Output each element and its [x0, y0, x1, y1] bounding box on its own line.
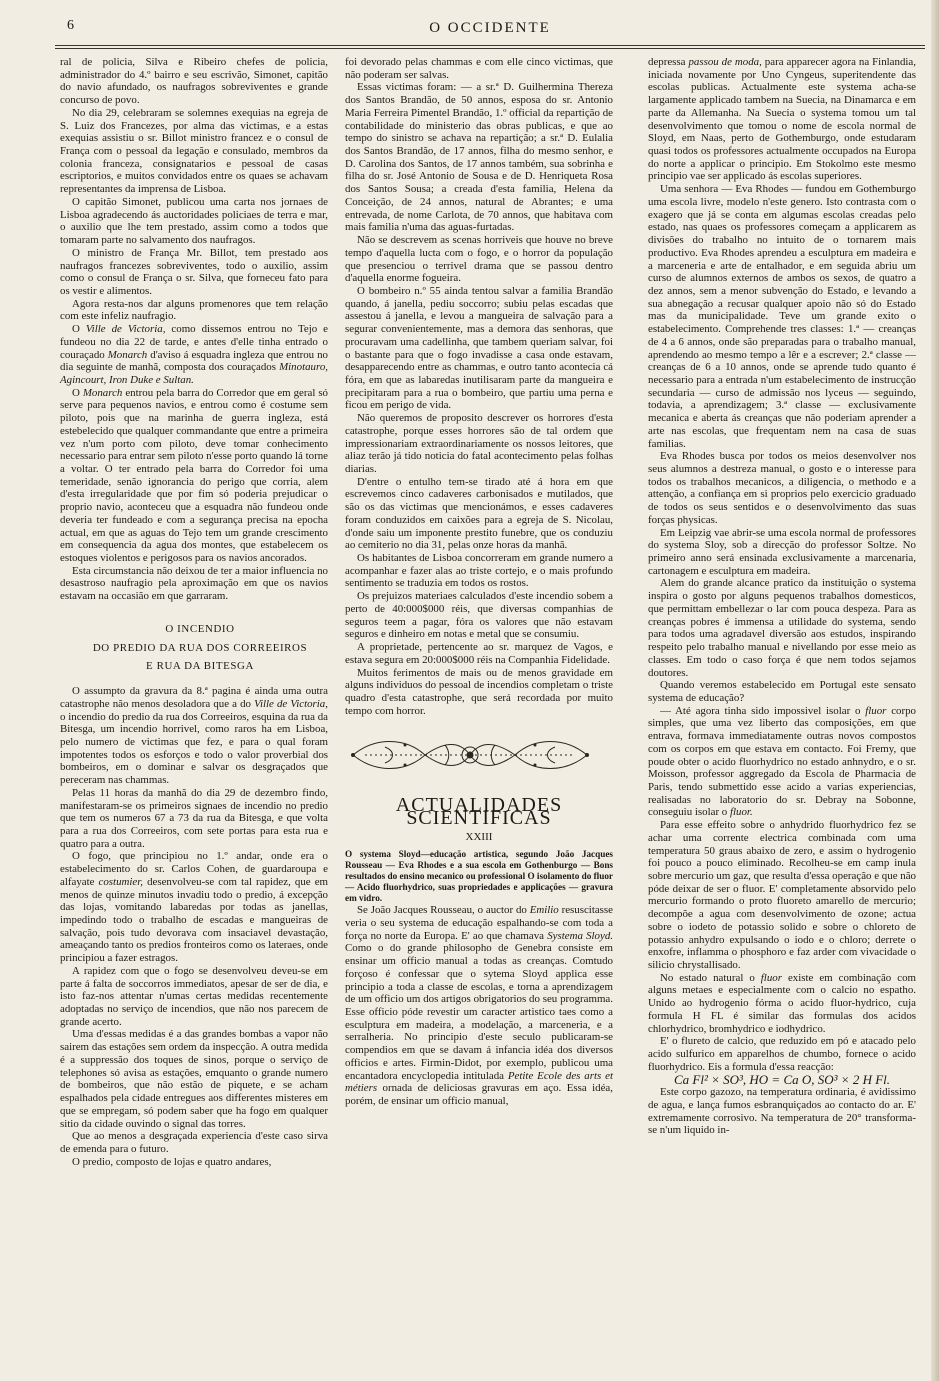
paragraph: Muitos ferimentos de mais ou de menos gravidade em alguns individuos do pessoal de incendios completam o triste quadro d'esta catastrophe, que será recordada por muito tempo com horror.: [345, 666, 613, 717]
paragraph: — Até agora tinha sido impossivel isolar o fluor corpo simples, que uma vez liberto das composições, em que entrava, formava immediatamente outras novos compostos com os corpos em que estava em contacto. Foi Fremy, que poude obter o acido fluorhydrico no estado anhnydro, e o sr. Moisson, professor aggregado da Escola de Pharmacia de Paris, tendo submettido esse acido a varias experiencias, realisadas no laboratorio do sr. Debray na Sobonne, conseguiu isolar o fluor.: [648, 704, 916, 819]
page-number: 6: [67, 18, 74, 33]
column-2: [345, 56, 613, 1108]
paragraph: Eva Rhodes busca por todos os meios desenvolver nos seus alumnos a destreza manual, o gosto e o interesse para todos os trabalhos mecanicos, a diligencia, o methodo e a attenção, a confiança em si proprios pelo exercicio graduado de todos os seus sentidos e o desenvolvimento das suas forças physicas.: [648, 450, 916, 526]
paragraph: Esta circumstancia não deixou de ter a maior influencia no desastroso naufragio pela aproximação em que os navios estavam na occasião em que garraram.: [60, 564, 328, 603]
paragraph: Para esse effeito sobre o anhydrido fluorhydrico fez se achar uma corrente electrica combinada com uma temperatura 50 graus abaixo de zero, e assim o hydrogenio foi pouco a pouco eliminado. Recolheu-se em camp inula sobre mercurio um gaz, que resulta d'essa operação e que não póde deixar de ser o fluor. E' completamente absorvido pelo mercurio formando o proto fluoreto amarello de mercurio; decompõe a agua com desenvolvimento de ozone; actua sobre o iodeto de potassio solido e sobre o chloreto de potassio anhydro expulsando o iodo e o chloro; derrete o enxofre, inflamma o phosphoro e faz arder com vivacidade o silicio chrystallisado.: [648, 819, 916, 972]
paragraph: Não se descrevem as scenas horriveis que houve no breve tempo d'aquella lucta com o fogo, e o horror da população que presenciou o terrivel drama que se passou dentro d'aquella enorme fogueira.: [345, 234, 613, 285]
paragraph: Essas victimas foram: — a sr.ª D. Guilhermina Thereza dos Santos Brandão, de 50 annos, esposa do sr. Antonio Maria Ferreira Pimentel Brandão, 1.º official da repartição de contabilidade do ministerio das obras publicas, e que ao tempo do sinistro se achava na repartição; a sr.ª D. Eulalia dos Santos Brandão, de 17 annos, filha do mesmo senhor, e D. Carolina dos Santos, de 17 annos também, sua sobrinha e filha do sr. José Antonio de Sousa e de D. Henriqueta Rosa dos Santos Sousa; a creada d'esta familia, Helena da Conceição, de 24 annos, natural de Abrantes; e uma entrevada, de nome Carlota, de 70 annos, que habitava com mais familia n'uma das aguas-furtadas.: [345, 81, 613, 234]
paragraph: Os prejuizos materiaes calculados d'este incendio sobem a perto de 40:000$000 réis, que diversas companhias de seguros teem a pagar, fóra os valores que não estavam seguros e dinheiro em notas e metal que se consumiu.: [345, 590, 613, 641]
paragraph: Pelas 11 horas da manhã do dia 29 de dezembro findo, manifestaram-se os primeiros signaes de incendio no predio que tem os numeros 67 a 73 da rua da Bitesga, e que volta para a rua dos Correeiros, com sete portas para esta rua e quatro para a outra.: [60, 786, 328, 850]
paragraph: Quando veremos estabelecido em Portugal este sensato systema de educação?: [648, 679, 916, 704]
header-rule: [55, 45, 925, 46]
paragraph: Este corpo gazozo, na temperatura ordinaria, é avidissimo de agua, e lança fumos esbranquiçados ao contacto do ar. E' extremamente corrosivo. Na temperatura de 20° transforma-se n'um liquido in-: [648, 1086, 916, 1137]
paragraph: Que ao menos a desgraçada experiencia d'este caso sirva de emenda para o futuro.: [60, 1130, 328, 1155]
paragraph: Se João Jacques Rousseau, o auctor do Emilio resuscitasse veria o seu systema de educação espalhando-se com toda a força no norte da Europa. E' ao que chamava Systema Sloyd. Como o do grande philosopho de Genebra consiste em ensinar um officio manual a todas as creanças. Comtudo forçoso é confessar que o sytema Sloyd applica esse principio a toda a classe de escolas, e torna a aprendizagem de um officio um dos artigos obrigatorios do seu programma. Esse officio póde revestir um caracter artistico taes como a esculptura em madeira, a modelação, a marceneria, e a serralheria. No principio d'este seculo publicaram-se compendios em que se davam á infancia idéa dos diversos officios e artes. Firmin-Didot, por exemplo, publicou uma encantadora encyclopedia intitulada Petite Ecole des arts et métiers ornada de deliciosas gravuras em aço. Essa idéa, porém, de ensinar um officio manual,: [345, 904, 614, 1108]
section-heading: O INCENDIO: [165, 622, 235, 635]
paragraph: O fogo, que principiou no 1.º andar, onde era o estabelecimento do sr. Carlos Cohen, de guardaroupa e alfayate costumier, desenvolveu-se com tal rapidez, que em menos de quinze minutos invadiu todo o predio, á excepção das lojas, vomitando labaredas por todas as janellas, impedindo todo o trabalho de escadas e mangueiras de salvação, pois tudo devorava com insaciavel devastação, ameaçando tanto os predios fronteiros como os lateraes, onde principiou a fazer estragos.: [60, 850, 328, 965]
section-title: ACTUALIDADES SCIENTIFICAS: [395, 794, 563, 829]
paragraph: Os habitantes de Lisboa concorreram em grande numero a acompanhar e fazer alas ao triste cortejo, e o mais profundo sentimento se traduzia em todos os rostos.: [345, 552, 613, 590]
paragraph: No dia 29, celebraram se solemnes exequias na egreja de S. Luiz dos Francezes, por alma das victimas, e a estas exequias assistiu o sr. Billot ministro francez e o consul de França com o pessoal da legação e consulado, membros da colonia franceza, consignatarios e pessoal de casas escriptorios, e muitos convidados entre os quaes se achavam representantes da imprensa de Lisboa.: [60, 106, 328, 196]
paragraph: A rapidez com que o fogo se desenvolveu deveu-se em parte á falta de soccorros immediatos, apesar de ser de dia, e isto faz-nos attentar n'umas certas medidas recentemente adoptadas no serviço de incendios, que não nos parecem de grande acerto.: [60, 964, 328, 1028]
paragraph: O bombeiro n.º 55 ainda tentou salvar a familia Brandão quando, á janella, pediu soccorro; subiu pelas escadas que assestou á janella, e levou a mangueira de salvação para a segurar convenientemente, mas a demora das senhoras, que procuravam uma cadellinha, que tambem queriam salvar, foi o bastante para que o fogo invadisse a casa onde estavam, desapparecendo entre as chammas, e outro tanto acontecia cá fóra, em que as labaredas inutilisaram parte da mangueira e precipitaram para a rua o bombeiro, que partiu uma perna e ficou em perigo de vida.: [345, 284, 613, 412]
paragraph: A proprietade, pertencente ao sr. marquez de Vagos, e estava segura em 20:000$000 réis na Companhia Fidelidade.: [345, 641, 613, 666]
page-header: [55, 18, 925, 42]
paragraph: O capitão Simonet, publicou uma carta nos jornaes de Lisboa agradecendo ás auctoridades policiaes de terra e mar, o auxilio que lhe tem prestado, assim como a todos que tomaram parte no salvamento dos naufragos.: [60, 195, 328, 247]
paragraph: ral de policia, Silva e Ribeiro chefes de policia, administrador do 4.º bairro e seu escrivão, Simonet, capitão do navio afundado, os naufragos sobreviventes e grande concurso de povo.: [60, 56, 328, 107]
paragraph: No estado natural o fluor existe em combinação com alguns metaes e especialmente com o calcio no espatho. Unido ao hydrogenio fórma o acido fluor-hydrico, cuja formula H FL é similar das formulas dos acidos chlorhydrico, bromhydrico e iodhydrico.: [648, 971, 916, 1035]
paragraph: Agora resta-nos dar alguns promenores que tem relação com este infeliz naufragio.: [60, 297, 328, 323]
paragraph: Uma d'essas medidas é a das grandes bombas a vapor não sairem das estações sem ordem da inspecção. A outra medida é a suppressão dos toques de sinos, porque o serviço de telephones só avisa as estações, emquanto o grande numero de bombeiros, que não estão de piquete, e se acham espalhados pela cidade entregues aos differentes misteres em que se empregam, só podem saber que ha fogo em qualquer sitio da cidade ouvindo o signal das torres.: [60, 1028, 328, 1130]
paragraph: Alem do grande alcance pratico da instituição o systema inspira o gosto por alguns pequenos trabalhos domesticos, que permittam embellezar o lar com pouca despeza. Para as creanças pobres é immensa a utilidade do systema, sendo para todos uma agradavel diversão aos estudos, inspirando respeito pelo trabalho manual e nivellando por esse meio as classes. Em todo o caso força é que nem todos sejamos doutores.: [648, 577, 916, 679]
paragraph: D'entre o entulho tem-se tirado até á hora em que escrevemos cinco cadaveres carbonisados e mutilados, que são os das victimas que mencionámos, e esses cadaveres foram conduzidos em caixões para a egreja de S. Nicolau, d'onde saiu um imponente prestito funebre, que os conduziu ao cemiterio no dia 31, pelas onze horas da manhã.: [345, 475, 613, 552]
publication-title: O OCCIDENTE: [429, 20, 551, 36]
section-number: XXIII: [465, 830, 493, 843]
chemical-formula: Ca Fl² × SO³, HO = Ca O, SO³ × 2 H Fl.: [673, 1071, 891, 1087]
section-heading: DO PREDIO DA RUA DOS CORREEIROS: [92, 641, 308, 654]
paragraph: foi devorado pelas chammas e com elle cinco victimas, que não poderam ser salvas.: [345, 56, 613, 81]
paragraph: O predio, composto de lojas e quatro andares,: [72, 1155, 272, 1168]
paragraph: E' o flureto de calcio, que reduzido em pó e atacado pelo acido sulfurico em apparelhos de chumbo, fornece o acido fluorhydrico. Eis a formula d'essa reacção:: [648, 1035, 916, 1073]
column-3: [648, 56, 916, 1137]
column-1: [60, 56, 328, 1168]
paragraph: O assumpto da gravura da 8.ª pagina é ainda uma outra catastrophe não menos desoladora que a do Ville de Victoria, o incendio do predio da rua dos Correeiros, esquina da rua da Bitesga, um incendio horrivel, como raros ha em Lisboa, pelo numero de victimas que fez, e para o qual foram impotentes todos os esforços e todo o valor proverbial dos bombeiros, em o dominar e salvar os desgraçados que pereceram nas chammas.: [60, 685, 328, 787]
header-rule-thin: [55, 48, 925, 49]
paragraph: O Ville de Victoria, como dissemos entrou no Tejo e fundeou no dia 22 de tarde, e antes d'elle tinha entrado o couraçado Monarch d'aviso á esquadra ingleza que entrou no dia seguinte de manhã, composta dos couraçados Minotauro, Agincourt, Iron Duke e Sultan.: [60, 323, 328, 386]
paragraph: Em Leipzig vae abrir-se uma escola normal de professores do systema Sloy, sob a direcção do professor Soltze. No primeiro anno será ensinada exclusivamente a marcenaria, cartonagem e esculptura em madeira.: [648, 526, 916, 577]
article-summary: O systema Sloyd—educação artistica, segundo João Jacques Rousseau — Eva Rhodes e a sua escola em Gothenburgo — Bons resultados do ensino mecanico ou professional O isolamento do fluor — Acido fluorhydrico, suas propriedades e applicações — gravura em vidro.: [345, 849, 613, 904]
paragraph: O ministro de França Mr. Billot, tem prestado aos naufragos francezes sobreviventes, todo o auxilio, assim como o consul de França o sr. Silva, que forneceu fato para os vestir e alimentos.: [60, 246, 328, 297]
ornamental-vignette: [345, 733, 595, 777]
paragraph: depressa passou de moda, para apparecer agora na Finlandia, iniciada novamente por Uno Cyngeus, superitendente das escolas publicas. Actualmente este systema acha-se largamente applicado tambem na Suecia, na Dinamarca e em parte da Allemanha. Na Suecia o systema tomou um tal desenvolvimento que tomou o nome de escola normal de Sloyd, em Naas, perto de Gothemburgo, onde estudaram quasi todos os professores actualmente occupados na Europa do norte a applicar o principio. Em Stokolmo este mesmo principio vae ser applicado ás escolas superiores.: [648, 56, 916, 183]
section-heading: E RUA DA BITESGA: [146, 660, 254, 673]
paragraph: Uma senhora — Eva Rhodes — fundou em Gothemburgo uma escola livre, modelo n'este genero. Isto contrasta com o exagero que já se conta em algumas escolas creadas pelo estado, nas quaes os professores começam a applicarem as divisões do trabalho no intuito de o tornarem mais productivo. Eva Rhodes aprendeu a esculptura em madeira e a marceneria e arte de entalhador, e em seguida abriu um curso de alumnos externos de ambos os sexos, de quatro a dez annos, sem a menor subvenção do Estado, e levando a sua abnegação a recusar qualquer apoio não só do Estado mas da municipalidade. Teve um grande exito o estabelecimento. Comprehende tres classes: 1.ª — creanças de 4 a 6 annos, onde são preparadas para o trabalho manual, aprendendo ao mesmo tempo a lêr e a escrever; 2.ª classe — creanças de 6 a 10 annos, onde se aprende tudo quanto é necessario para a entrada n'um estabelecimento de instrucção secundaria — curso de admissão nos lyceus — seguindo, todavia, a aprendizagem; 3.ª classe — exclusivamente mecanica e aberta ás creanças que não poderiam aprender a arte nas escolas, que frequentam nem na casa de suas familias.: [648, 183, 916, 450]
paragraph: O Monarch entrou pela barra do Corredor que em geral só serve para pequenos navios, e entrou como é costume sem piloto, pois que na marinha de guerra ingleza, está estebelecido que qualquer commandante que entre a primeira vez n'um porto com piloto, deve tomar conhecimento necessario para entrar sem piloto n'esse porto quando lá torne a voltar. O ter entrado pela barra do Corredor foi uma temeridade, senão ignorancia do perigo que corria, alem d'esta irregularidade que por fim só poderia prejudicar o proprio navio, aconteceu que a esquadra não fundeou onde deveria ter fundeado e com a segurança precisa na epocha actual, em que as aguas do Tejo tem um grande crescimento em consequencia da agua dos montes, que estabelecem os estoques violentos e perigosos para os navios ancorados.: [60, 386, 328, 565]
paragraph: Não queremos de proposito descrever os horrores d'esta catastrophe, porque esses horrores são de tal ordem que impressionariam extraordinariamente os nossos leitores, que aliaz terão já tido noticia do fatal acontecimento pelas folhas diarias.: [345, 412, 613, 475]
page-edge: [931, 0, 939, 1381]
